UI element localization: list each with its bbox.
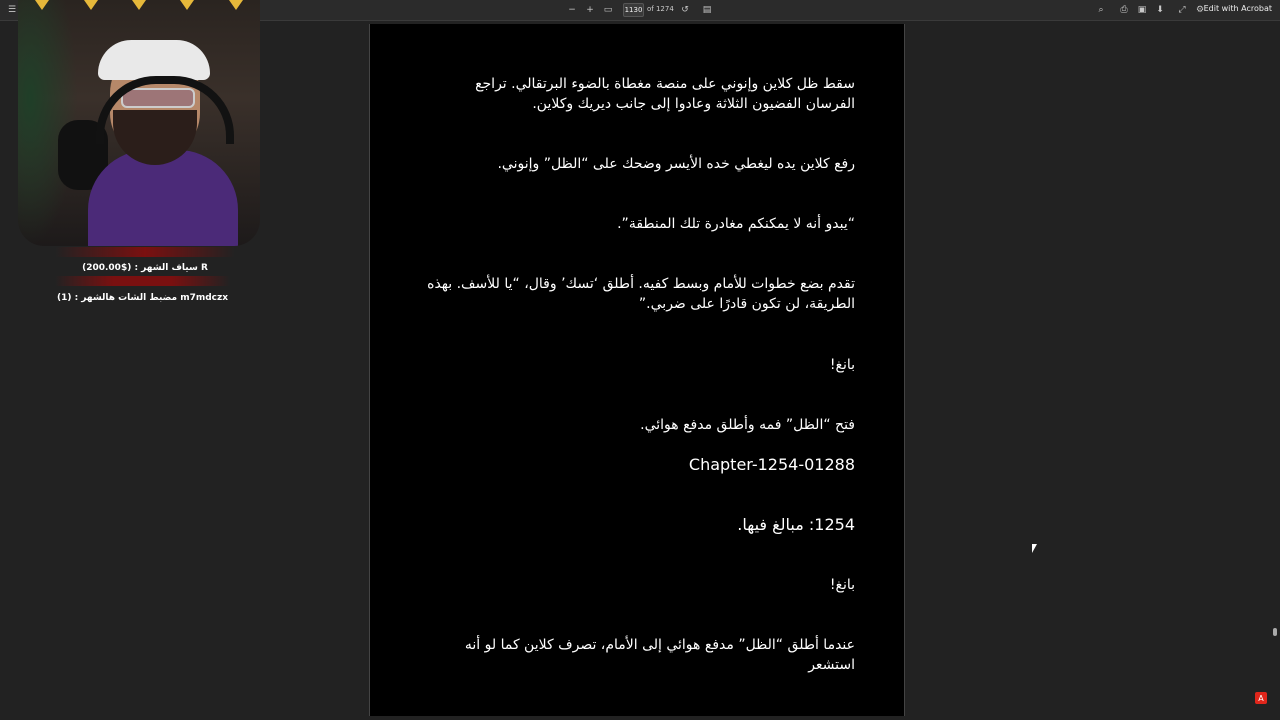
fit-page-icon[interactable]: ▭ xyxy=(603,5,613,15)
page-total: of 1274 xyxy=(647,5,674,13)
paragraph: سقط ظل كلاين وإنوني على منصة مغطاة بالضوء البرتقالي. تراجع الفرسان الفضيون الثلاثة وعادوا إلى جانب ديريك وكلاين. xyxy=(475,76,855,112)
obscured-stat-line xyxy=(55,247,235,257)
webcam-overlay xyxy=(18,0,260,246)
white-cap xyxy=(98,40,210,80)
paragraph: عندما أطلق “الظل” مدفع هوائي إلى الأمام، تصرف كلاين كما لو أنه استشعر xyxy=(464,637,855,673)
edit-with-acrobat-button[interactable]: Edit with Acrobat xyxy=(1203,4,1272,13)
paragraph: بانغ! xyxy=(829,577,855,593)
obscured-stat-line xyxy=(55,276,230,286)
chapter-title: 1254: مبالغ فيها. xyxy=(737,515,855,534)
expand-icon[interactable]: ⤢ xyxy=(1178,5,1186,15)
rotate-icon[interactable]: ↺ xyxy=(681,5,689,15)
paragraph: فتح “الظل” فمه وأطلق مدفع هوائي. xyxy=(640,417,855,433)
zoom-out-icon: − xyxy=(568,5,576,15)
download-icon[interactable]: ⬇ xyxy=(1156,5,1164,15)
scrollbar-thumb[interactable] xyxy=(1273,628,1277,636)
panel-list-icon[interactable]: ☰ xyxy=(7,5,17,15)
zoom-in-icon: + xyxy=(586,5,594,15)
zoom-out-button[interactable] xyxy=(565,3,579,17)
paragraph: رفع كلاين يده ليغطي خده الأيسر وضحك على “الظل” وإنوني. xyxy=(497,156,855,172)
paragraph: تقدم بضع خطوات للأمام وبسط كفيه. أطلق ‘تسك’ وقال، “يا للأسف. بهذه الطريقة، لن تكون قادرًا على ضربي.” xyxy=(427,276,855,312)
mouse-cursor xyxy=(1032,544,1037,553)
acrobat-icon[interactable]: A xyxy=(1255,692,1267,704)
zoom-in-button[interactable] xyxy=(583,3,597,17)
search-icon[interactable]: ⌕ xyxy=(1098,5,1104,15)
chapter-id: Chapter-1254-01288 xyxy=(688,455,855,474)
chat-moderator-stat: مضبط الشات هالشهر : (1) m7mdczx xyxy=(56,293,229,303)
page-view-icon[interactable]: ▤ xyxy=(702,5,712,15)
top-sword-stat: سياف الشهر : ($200.00) R xyxy=(82,263,208,273)
page-number-input[interactable] xyxy=(623,3,644,17)
pdf-page xyxy=(369,24,905,716)
print-icon[interactable]: ⎙ xyxy=(1120,5,1128,15)
save-icon[interactable]: ▣ xyxy=(1137,5,1147,15)
paragraph: بانغ! xyxy=(829,357,855,373)
paragraph: “يبدو أنه لا يمكنكم مغادرة تلك المنطقة”. xyxy=(617,216,855,232)
decorative-strip xyxy=(18,0,260,14)
streamer-hoodie xyxy=(88,150,238,246)
gear-icon[interactable]: ⚙ xyxy=(1195,5,1205,15)
